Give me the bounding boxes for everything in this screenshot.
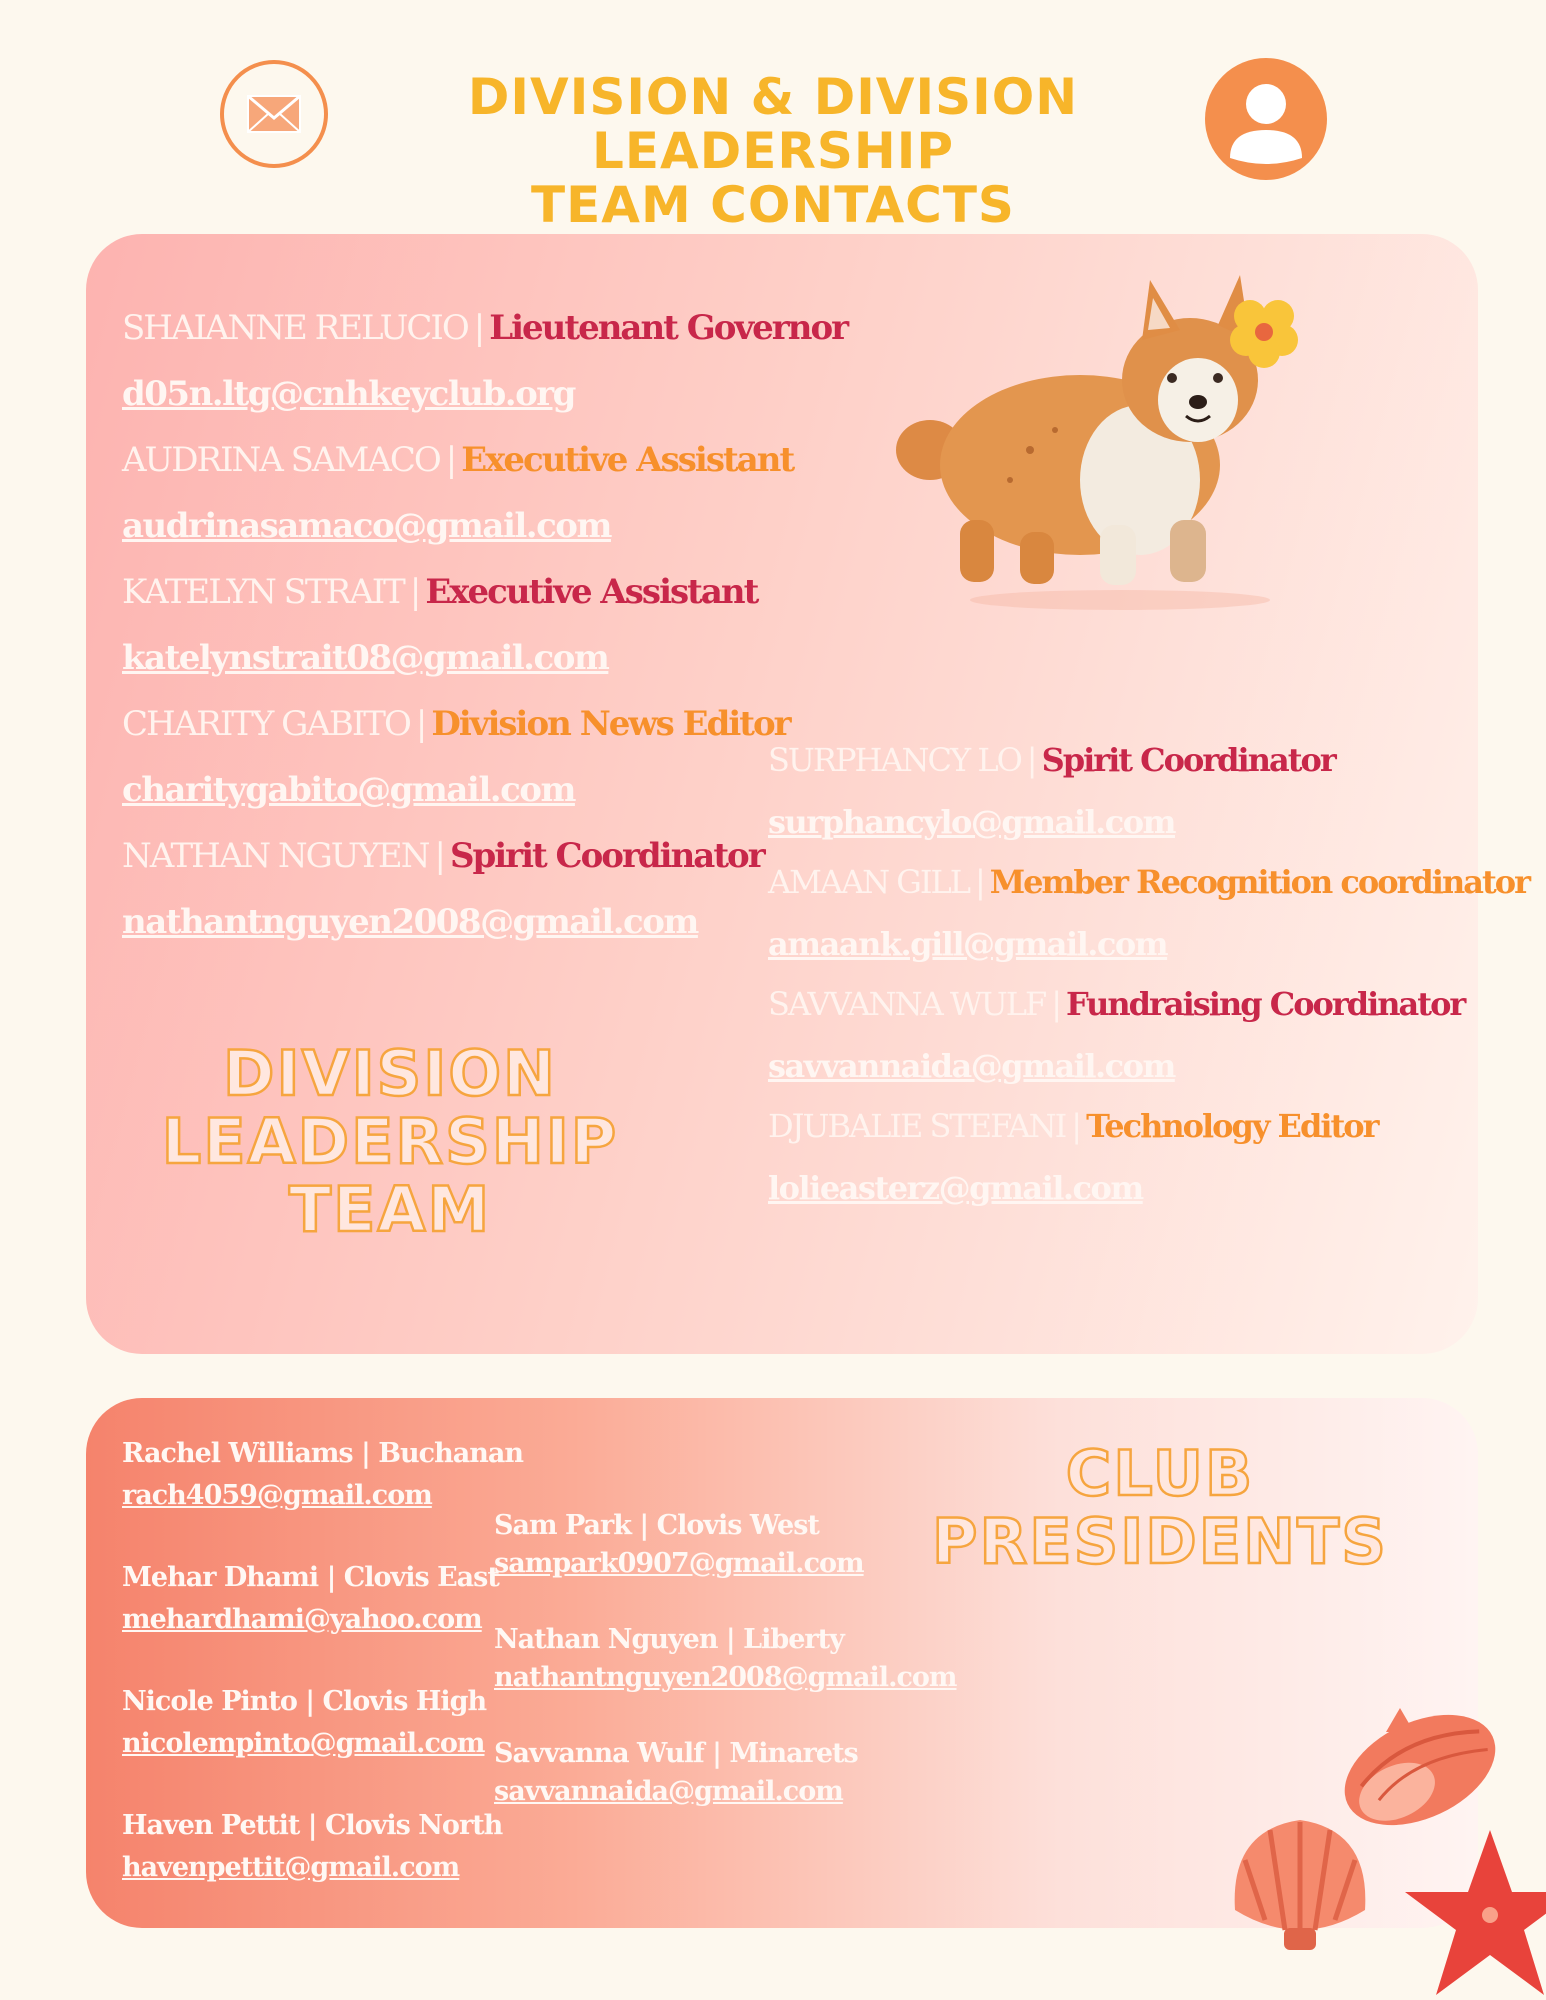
leader-name: NATHAN NGUYEN <box>122 836 429 876</box>
president-email[interactable]: nathantnguyen2008@gmail.com <box>494 1662 957 1693</box>
leader-contact-3 <box>122 572 757 612</box>
president-entry: Savvanna Wulf | Minarets <box>494 1738 858 1769</box>
leader-contact-9 <box>768 1106 1377 1146</box>
leader-name: AUDRINA SAMACO <box>122 440 440 480</box>
leader-contact-6 <box>768 740 1335 780</box>
leader-role: Fundraising Coordinator <box>1065 985 1465 1023</box>
separator: | <box>409 572 420 612</box>
separator: | <box>434 836 444 876</box>
leader-email-6[interactable]: surphancylo@gmail.com <box>768 803 1175 841</box>
leader-role: Executive Assistant <box>461 440 794 480</box>
leader-name: SURPHANCY LO <box>768 741 1021 779</box>
leader-role: Spirit Coordinator <box>449 836 764 876</box>
separator: | <box>1051 985 1060 1023</box>
leader-contact-4 <box>122 704 790 744</box>
president-entry: Sam Park | Clovis West <box>494 1510 819 1541</box>
president-entry: Mehar Dhami | Clovis East <box>122 1562 499 1593</box>
president-entry: Rachel Williams | Buchanan <box>122 1438 523 1469</box>
heading-line: DIVISION <box>223 1037 557 1110</box>
heading-line: TEAM <box>288 1173 492 1246</box>
leader-name: SHAIANNE RELUCIO <box>122 308 468 348</box>
president-email[interactable]: savvannaida@gmail.com <box>494 1776 843 1807</box>
seashell-illustration <box>1230 1660 1546 2000</box>
leader-role: Executive Assistant <box>425 572 758 612</box>
corgi-illustration <box>880 270 1350 630</box>
heading-line: PRESIDENTS <box>932 1505 1388 1578</box>
club-presidents-heading <box>900 1437 1420 1578</box>
leader-role: Lieutenant Governor <box>489 308 848 348</box>
leader-name: AMAAN GILL <box>768 863 969 901</box>
leader-email-3[interactable]: katelynstrait08@gmail.com <box>122 638 609 678</box>
leader-contact-5 <box>122 836 764 876</box>
leader-name: CHARITY GABITO <box>122 704 410 744</box>
separator: | <box>974 863 984 901</box>
leader-role: Member Recognition coordinator <box>989 863 1529 901</box>
leader-role: Spirit Coordinator <box>1041 741 1335 779</box>
leader-email-9[interactable]: lolieasterz@gmail.com <box>768 1169 1143 1207</box>
leader-role: Technology Editor <box>1086 1107 1378 1145</box>
president-entry: Haven Pettit | Clovis North <box>122 1810 503 1841</box>
leader-email-1[interactable]: d05n.ltg@cnhkeyclub.org <box>122 374 575 414</box>
starfish-illustration <box>1405 1830 1546 1995</box>
title-line-1: DIVISION & DIVISION LEADERSHIP <box>467 68 1079 180</box>
leader-contact-1 <box>122 308 847 348</box>
president-entry: Nicole Pinto | Clovis High <box>122 1686 487 1717</box>
separator: | <box>473 308 484 348</box>
heading-line: CLUB <box>1065 1437 1255 1510</box>
separator: | <box>445 440 456 480</box>
president-email[interactable]: rach4059@gmail.com <box>122 1480 432 1511</box>
president-email[interactable]: havenpettit@gmail.com <box>122 1852 460 1883</box>
leader-email-7[interactable]: amaank.gill@gmail.com <box>768 925 1168 963</box>
separator: | <box>1026 741 1036 779</box>
leader-contact-2 <box>122 440 793 480</box>
separator: | <box>415 704 426 744</box>
leadership-team-heading <box>120 1037 660 1246</box>
leader-name: SAVVANNA WULF <box>768 985 1046 1023</box>
heading-line: LEADERSHIP <box>161 1105 619 1178</box>
leader-role: Division News Editor <box>431 704 790 744</box>
president-email[interactable]: sampark0907@gmail.com <box>494 1548 864 1579</box>
leader-email-5[interactable]: nathantnguyen2008@gmail.com <box>122 902 698 942</box>
president-email[interactable]: mehardhami@yahoo.com <box>122 1604 482 1635</box>
user-icon <box>1205 58 1327 180</box>
leader-contact-8 <box>768 984 1464 1024</box>
president-entry: Nathan Nguyen | Liberty <box>494 1624 844 1655</box>
president-email[interactable]: nicolempinto@gmail.com <box>122 1728 485 1759</box>
leader-email-8[interactable]: savvannaida@gmail.com <box>768 1047 1175 1085</box>
leader-email-2[interactable]: audrinasamaco@gmail.com <box>122 506 611 546</box>
leader-contact-7 <box>768 862 1529 902</box>
leader-email-4[interactable]: charitygabito@gmail.com <box>122 770 575 810</box>
page-title <box>300 70 1246 232</box>
title-line-2: TEAM CONTACTS <box>531 176 1015 234</box>
leader-name: KATELYN STRAIT <box>122 572 404 612</box>
leader-name: DJUBALIE STEFANI <box>768 1107 1066 1145</box>
separator: | <box>1071 1107 1081 1145</box>
